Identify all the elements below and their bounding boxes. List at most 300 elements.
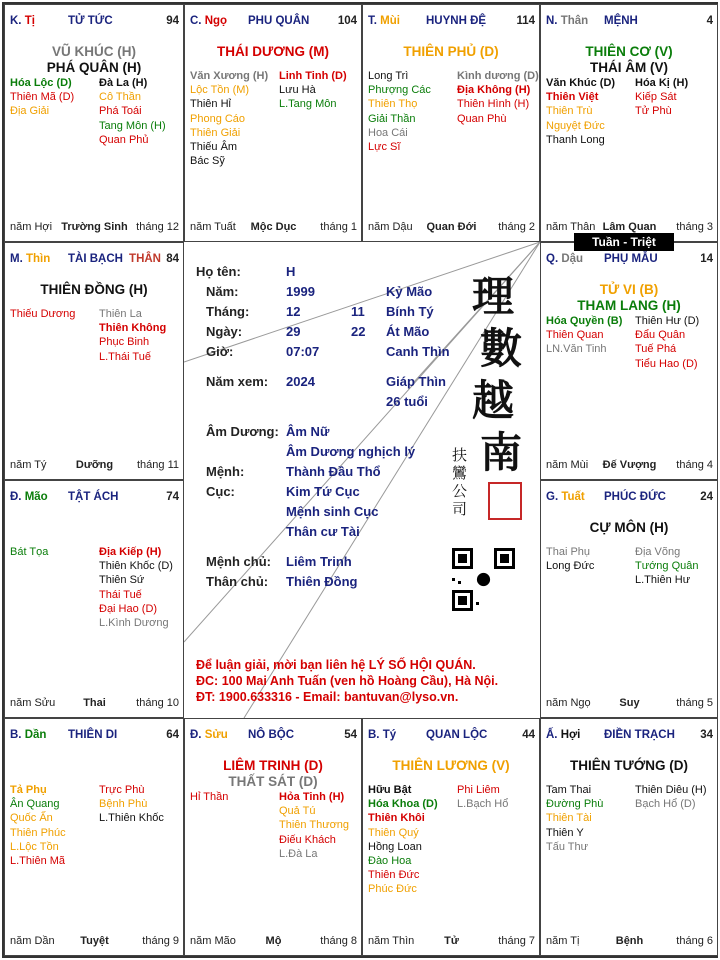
star-item: Tả Phụ (10, 784, 47, 796)
palace-year: năm Tuất (190, 221, 236, 233)
palace-name: ĐIỀN TRẠCH (604, 729, 675, 741)
star-item: Đào Hoa (368, 855, 412, 868)
branch-name: Dần (24, 729, 47, 741)
star-item: Thiên Việt (546, 91, 599, 104)
palace-name: TỬ TỨC (68, 15, 113, 27)
main-star: THÁI DƯƠNG (M) (217, 44, 329, 59)
info-nam: 1999 (286, 284, 315, 299)
branch-letter: B. (368, 729, 380, 741)
star-item: Long Đức (546, 560, 595, 573)
star-item: Đà La (H) (99, 77, 148, 89)
star-item: Phong Cáo (190, 112, 246, 125)
star-item: Lực Sĩ (368, 141, 401, 154)
palace-header (546, 729, 713, 745)
palace-number: 74 (166, 491, 179, 503)
star-item: Thiên Tài (546, 812, 592, 825)
star-item: Thiên Thương (279, 819, 350, 832)
calligraphy-char: 越 (472, 376, 515, 425)
info-thang-can: Bính Tý (386, 304, 434, 319)
star-item: Quan Phủ (99, 133, 149, 146)
palace-branch (546, 15, 588, 27)
palace-month: tháng 11 (136, 459, 179, 471)
palace-number: 84 (166, 253, 179, 265)
left-stars (10, 545, 48, 559)
star-item: Thiên Trù (546, 105, 593, 118)
palace-header (368, 15, 535, 31)
branch-letter: Ấ. (546, 729, 558, 741)
palace-branch (368, 15, 400, 27)
branch-letter: T. (368, 15, 377, 27)
star-item: Đại Hao (D) (99, 602, 158, 615)
info-nam-label: Năm: (206, 284, 239, 299)
palace-stage: Đế Vượng (602, 459, 657, 471)
palace-year: năm Dần (10, 935, 55, 947)
star-item: Kình dương (D) (457, 70, 539, 82)
branch-letter: C. (190, 15, 202, 27)
star-item: Quốc Ấn (10, 812, 53, 825)
palace-header (546, 253, 713, 269)
palace-year: năm Dậu (368, 221, 413, 233)
palace-footer (10, 935, 179, 949)
star-item: Thiên Quan (546, 329, 604, 342)
left-stars (546, 314, 622, 357)
star-item: Địa Không (H) (457, 84, 531, 97)
star-item: Thiếu Dương (10, 308, 76, 320)
branch-letter: M. (10, 253, 23, 265)
main-star: THIÊN CƠ (V) (585, 44, 673, 59)
calligraphy-char: 南 (480, 428, 523, 477)
star-item: Tấu Thư (546, 840, 589, 853)
branch-name: Ngọ (204, 15, 228, 27)
info-than-chu: Thiên Đồng (286, 574, 358, 589)
seal-text-char: 鸞 (452, 464, 468, 482)
palace-dau[interactable] (540, 242, 718, 480)
star-item: Thiên Hư (D) (635, 315, 700, 327)
info-nam-xem-label: Năm xem: (206, 374, 269, 389)
right-stars (99, 783, 164, 826)
main-star: THIÊN PHỦ (D) (403, 44, 499, 59)
star-item: Thái Tuế (99, 588, 142, 601)
star-item: Hỉ Thần (190, 791, 229, 803)
main-star: PHÁ QUÂN (H) (46, 60, 142, 75)
star-item: Thiên Giải (190, 126, 241, 139)
star-item: Hóa Kị (H) (635, 77, 689, 89)
palace-number: 14 (700, 253, 713, 265)
branch-name: Dậu (561, 253, 584, 265)
star-item: Phục Binh (99, 336, 150, 349)
info-gio-can: Canh Thìn (386, 344, 450, 359)
star-item: Thai Phụ (546, 546, 591, 558)
palace-number: 104 (337, 15, 357, 27)
star-item: Cô Thần (99, 91, 141, 104)
star-item: Giải Thần (368, 112, 416, 125)
palace-year: năm Thìn (368, 935, 415, 947)
palace-header (10, 729, 179, 745)
left-stars (10, 76, 74, 119)
star-item: Thanh Long (546, 133, 605, 146)
info-menh-label: Mệnh: (206, 464, 245, 479)
calligraphy-char: 理 (472, 272, 515, 321)
branch-name: Thìn (25, 253, 51, 265)
seal-text-char: 司 (452, 500, 468, 518)
star-item: Địa Võng (635, 546, 681, 558)
info-menh: Thành Đầu Thổ (286, 464, 381, 479)
info-ho-ten: H (286, 264, 296, 279)
star-item: Thiên Hình (H) (457, 98, 530, 111)
right-stars (279, 790, 349, 861)
palace-month: tháng 2 (498, 221, 535, 233)
palace-branch (10, 253, 50, 265)
palace-year: năm Ngọ (546, 697, 591, 709)
palace-header (190, 15, 357, 31)
info-am-duong-2: Âm Dương nghịch lý (286, 444, 416, 459)
palace-number: 24 (700, 491, 713, 503)
branch-letter: G. (546, 491, 559, 503)
star-item: L.Bạch Hổ (457, 798, 509, 811)
palace-footer (190, 221, 357, 235)
info-cuc: Kim Tứ Cục (286, 484, 360, 499)
star-item: Trực Phù (99, 784, 145, 796)
main-star: THẤT SÁT (D) (228, 774, 318, 789)
star-item: Thiên La (99, 308, 142, 320)
calligraphy-char: 數 (480, 324, 523, 373)
star-item: Tiểu Hao (D) (635, 357, 698, 370)
star-item: Văn Khúc (D) (546, 77, 616, 89)
star-item: Tang Môn (H) (99, 119, 166, 132)
tu-vi-chart (2, 2, 718, 958)
star-item: Bạch Hổ (D) (635, 798, 696, 811)
info-ngay: 29 (286, 324, 301, 339)
contact-line: Để luận giải, mời bạn liên hệ LÝ SỐ HỘI QUÁN. (196, 658, 476, 672)
left-stars (10, 307, 75, 321)
info-nam-xem-can: Giáp Thìn (386, 374, 446, 389)
star-item: Tam Thai (546, 784, 592, 796)
right-stars (635, 314, 699, 371)
star-item: Thiếu Âm (190, 141, 238, 154)
main-star: LIÊM TRINH (D) (223, 758, 323, 773)
star-item: Bác Sỹ (190, 155, 225, 168)
palace-number: 114 (516, 15, 535, 27)
star-item: Điếu Khách (279, 833, 336, 846)
main-star: THIÊN TƯỚNG (D) (570, 758, 688, 773)
star-item: Thiên Khôi (368, 812, 425, 825)
star-item: L.Thiên Khốc (99, 812, 164, 825)
contact-line: ĐT: 1900.633316 - Email: bantuvan@lyso.vn. (196, 690, 459, 704)
info-cuc-label: Cục: (206, 484, 235, 499)
palace-name: NÔ BỘC (248, 729, 294, 741)
palace-stage: Tử (444, 935, 459, 947)
branch-letter: K. (10, 15, 22, 27)
info-thang-label: Tháng: (206, 304, 250, 319)
star-item: Địa Kiếp (H) (99, 546, 162, 558)
star-item: L.Tang Môn (279, 98, 337, 111)
palace-name: TẬT ÁCH (68, 491, 119, 503)
main-star: THAM LANG (H) (577, 298, 681, 313)
star-item: Thiên Thọ (368, 98, 418, 111)
branch-name: Tý (382, 729, 397, 741)
right-stars (457, 69, 539, 126)
chart-center-info (184, 242, 540, 718)
star-item: Hoa Cái (368, 126, 408, 139)
right-stars (635, 76, 688, 119)
info-nam-xem: 2024 (286, 374, 315, 389)
palace-year: năm Hợi (10, 221, 53, 233)
palace-header (10, 253, 179, 269)
palace-stage: Lâm Quan (602, 221, 657, 233)
palace-footer (546, 935, 713, 949)
star-item: Lưu Hà (279, 84, 316, 97)
star-item: Đường Phù (546, 798, 604, 811)
palace-name: PHU QUÂN (248, 15, 310, 27)
palace-footer (546, 459, 713, 473)
star-item: Phượng Các (368, 84, 431, 97)
palace-footer (368, 935, 535, 949)
info-menh-chu-label: Mệnh chủ: (206, 554, 271, 569)
star-item: Thiên Mã (D) (10, 91, 75, 104)
branch-name: Mùi (380, 15, 400, 27)
palace-footer (10, 459, 179, 473)
info-gio: 07:07 (286, 344, 320, 359)
palace-footer (368, 221, 535, 235)
palace-suu[interactable] (184, 718, 362, 956)
palace-stage: Suy (619, 697, 640, 709)
palace-header (546, 15, 713, 31)
star-item: Hóa Khoa (D) (368, 798, 438, 811)
palace-month: tháng 10 (136, 697, 179, 709)
palace-branch (10, 729, 46, 741)
info-thang-am: 11 (351, 304, 365, 319)
palace-stage: Tuyệt (80, 935, 109, 947)
right-stars (279, 69, 347, 112)
palace-header (368, 729, 535, 745)
left-stars (546, 76, 615, 147)
seal-text-char: 扶 (452, 446, 468, 464)
star-item: Phá Toái (99, 105, 142, 118)
star-item: Bệnh Phù (99, 798, 148, 811)
star-item: Quả Tú (279, 805, 316, 818)
star-item: Thiên Quý (368, 826, 419, 839)
palace-name: THIÊN DI (68, 729, 118, 741)
palace-branch (546, 253, 583, 265)
star-item: Thiên Y (546, 826, 584, 839)
info-thang: 12 (286, 304, 301, 319)
star-item: Bát Tọa (10, 546, 49, 558)
palace-stage: Mộc Dục (250, 221, 297, 233)
info-am-duong: Âm Nữ (286, 424, 330, 439)
branch-name: Mão (24, 491, 48, 503)
palace-stage: Mộ (265, 935, 282, 947)
star-item: Tuế Phá (635, 343, 677, 356)
palace-tuat[interactable] (540, 480, 718, 718)
palace-name: MỆNH (604, 15, 638, 27)
palace-header (10, 491, 179, 507)
branch-letter: N. (546, 15, 558, 27)
main-star: CỰ MÔN (H) (589, 520, 669, 535)
palace-year: năm Thân (546, 221, 596, 233)
palace-stage: Quan Đới (426, 221, 477, 233)
right-stars (635, 545, 699, 588)
palace-than[interactable] (540, 4, 718, 242)
left-stars (190, 69, 268, 168)
star-item: Hóa Quyền (B) (546, 315, 623, 327)
palace-branch (190, 729, 228, 741)
branch-letter: Đ. (10, 491, 22, 503)
star-item: Phúc Đức (368, 883, 417, 896)
palace-header (10, 15, 179, 31)
palace-branch (546, 729, 580, 741)
palace-footer (10, 221, 179, 235)
right-stars (99, 545, 173, 630)
main-star: THIÊN LƯƠNG (V) (392, 758, 510, 773)
main-star: THIÊN ĐỒNG (H) (40, 282, 148, 297)
left-stars (10, 783, 66, 868)
palace-month: tháng 8 (320, 935, 357, 947)
star-item: Thiên Diêu (H) (635, 784, 707, 796)
palace-ngo[interactable] (184, 4, 362, 242)
palace-year: năm Tị (546, 935, 580, 947)
palace-branch (546, 491, 585, 503)
palace-number: 54 (344, 729, 357, 741)
palace-month: tháng 12 (136, 221, 179, 233)
left-stars (546, 545, 594, 573)
palace-name: PHÚC ĐỨC (604, 491, 666, 503)
palace-month: tháng 7 (498, 935, 535, 947)
palace-number: 94 (166, 15, 179, 27)
palace-month: tháng 3 (676, 221, 713, 233)
info-am-duong-label: Âm Dương: (206, 424, 279, 439)
palace-name: HUYNH ĐỆ (426, 15, 487, 27)
palace-dan[interactable] (4, 718, 184, 956)
palace-year: năm Sửu (10, 697, 56, 709)
palace-branch (10, 491, 48, 503)
star-item: LN.Văn Tinh (546, 343, 607, 356)
palace-mui[interactable] (362, 4, 540, 242)
branch-letter: Q. (546, 253, 559, 265)
palace-month: tháng 6 (676, 935, 713, 947)
star-item: Thiên Khốc (D) (99, 560, 173, 573)
palace-month: tháng 1 (320, 221, 357, 233)
palace-branch (10, 15, 35, 27)
palace-number: 4 (706, 15, 713, 27)
seal-text-char: 公 (452, 482, 468, 500)
palace-name: QUAN LỘC (426, 729, 488, 741)
star-item: Thiên Đức (368, 869, 420, 882)
contact-line: ĐC: 100 Mai Anh Tuấn (ven hồ Hoàng Cầu), Hà Nội. (196, 674, 499, 688)
star-item: Quan Phù (457, 112, 507, 125)
star-item: Đẩu Quân (635, 329, 686, 342)
palace-stage: Thai (83, 697, 106, 709)
palace-month: tháng 4 (676, 459, 713, 471)
info-tuoi: 26 tuổi (386, 394, 428, 409)
info-than-chu-label: Thân chủ: (206, 574, 269, 589)
star-item: Hồng Loan (368, 840, 422, 853)
star-item: Long Trì (368, 70, 409, 82)
star-item: L.Thiên Mã (10, 855, 66, 868)
palace-branch (190, 15, 227, 27)
info-cuc-3: Thân cư Tài (286, 524, 360, 539)
left-stars (368, 783, 438, 897)
star-item: Hỏa Tinh (H) (279, 791, 345, 803)
branch-letter: Đ. (190, 729, 202, 741)
qr-code[interactable] (452, 548, 515, 614)
red-seal-stamp (488, 482, 522, 520)
branch-name: Sửu (204, 729, 228, 741)
right-stars (99, 76, 166, 147)
info-ngay-can: Át Mão (386, 324, 430, 339)
branch-name: Tuất (561, 491, 585, 503)
info-ngay-am: 22 (351, 324, 366, 339)
palace-name: TÀI BẠCH (68, 253, 123, 265)
star-item: L.Thiên Hư (635, 574, 691, 587)
tuan-triet-badge: Tuần - Triệt (574, 233, 674, 251)
palace-month: tháng 9 (142, 935, 179, 947)
main-star: THÁI ÂM (V) (590, 60, 668, 75)
palace-year: năm Mão (190, 935, 236, 947)
palace-stage: Dưỡng (75, 459, 114, 471)
star-item: Tử Phù (635, 105, 672, 118)
star-item: Thiên Phúc (10, 826, 66, 839)
right-stars (635, 783, 707, 811)
than-marker: THÂN (129, 253, 161, 265)
palace-stage: Trường Sinh (61, 221, 128, 233)
star-item: L.Thái Tuế (99, 350, 151, 363)
palace-number: 64 (166, 729, 179, 741)
info-ho-ten-label: Họ tên: (196, 264, 241, 279)
palace-footer (190, 935, 357, 949)
branch-name: Thân (560, 15, 589, 27)
palace-footer (546, 697, 713, 711)
branch-letter: B. (10, 729, 22, 741)
left-stars (190, 790, 228, 804)
info-gio-label: Giờ: (206, 344, 234, 359)
palace-branch (368, 729, 396, 741)
star-item: Thiên Sứ (99, 574, 145, 587)
palace-name: PHỤ MẪU (604, 253, 658, 265)
palace-thin[interactable] (4, 242, 184, 480)
main-star: TỬ VI (B) (599, 282, 659, 297)
star-item: Hóa Lộc (D) (10, 77, 72, 89)
right-stars (457, 783, 508, 811)
palace-header (190, 729, 357, 745)
star-item: L.Lộc Tồn (10, 840, 59, 853)
info-ngay-label: Ngày: (206, 324, 243, 339)
star-item: Kiếp Sát (635, 91, 677, 104)
star-item: L.Đà La (279, 847, 318, 860)
star-item: Tướng Quân (635, 560, 699, 573)
palace-ty2[interactable] (362, 718, 540, 956)
palace-hoi[interactable] (540, 718, 718, 956)
star-item: Địa Giải (10, 105, 50, 118)
star-item: Thiên Không (99, 322, 167, 335)
star-item: Phi Liêm (457, 784, 500, 796)
star-item: Ân Quang (10, 798, 60, 811)
palace-year: năm Tý (10, 459, 47, 471)
palace-mao[interactable] (4, 480, 184, 718)
branch-name: Hợi (560, 729, 581, 741)
star-item: Thiên Hỉ (190, 98, 231, 111)
palace-year: năm Mùi (546, 459, 589, 471)
info-nam-can: Kỷ Mão (386, 284, 433, 299)
star-item: Nguyệt Đức (546, 119, 605, 132)
palace-header (546, 491, 713, 507)
left-stars (546, 783, 603, 854)
star-item: L.Kình Dương (99, 617, 169, 630)
palace-ty[interactable] (4, 4, 184, 242)
star-item: Lộc Tồn (M) (190, 84, 250, 97)
right-stars (99, 307, 166, 364)
info-menh-chu: Liêm Trinh (286, 554, 352, 569)
palace-month: tháng 5 (676, 697, 713, 709)
